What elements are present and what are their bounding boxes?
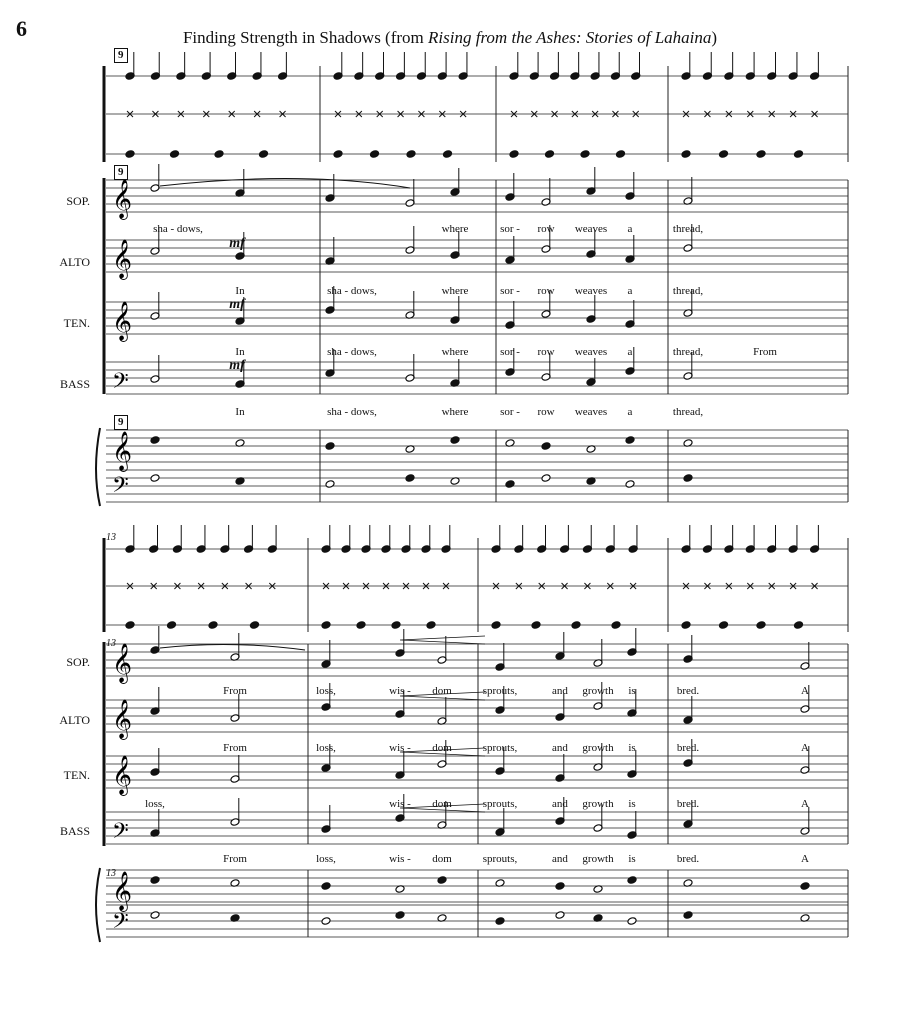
kick-note (719, 150, 729, 159)
kick-note (616, 150, 626, 159)
piano-note (683, 911, 693, 920)
piano-note (321, 917, 331, 926)
clef: 𝄞 (112, 699, 133, 739)
clef: 𝄢 (112, 819, 129, 849)
kick-note (170, 150, 180, 159)
kick-note (125, 150, 135, 159)
kick-note (531, 621, 541, 630)
kick-note (756, 621, 766, 630)
piano-note (150, 474, 160, 483)
kick-note (611, 621, 621, 630)
dynamic-alto: mf (229, 236, 245, 251)
kick-note (681, 621, 691, 630)
label-tenor-2: TEN. (63, 768, 90, 782)
piano-brace (96, 428, 100, 506)
label-soprano: SOP. (66, 194, 90, 208)
kick-note (571, 621, 581, 630)
kick-note (426, 621, 436, 630)
label-bass-2: BASS (59, 824, 90, 838)
measure-number-perc: 13 (106, 532, 116, 543)
kick-note (391, 621, 401, 630)
piano-note (625, 436, 635, 445)
kick-note (580, 150, 590, 159)
dynamic-bass: mf (229, 358, 245, 373)
piano-note (150, 911, 160, 920)
piano-note (555, 911, 565, 920)
piano-note (325, 480, 335, 489)
kick-note (443, 150, 453, 159)
piano-brace (96, 868, 100, 942)
rehearsal-mark-choir: 9 (114, 165, 128, 180)
piano-bass-clef: 𝄢 (112, 909, 129, 939)
kick-note (794, 621, 804, 630)
piano-treble-clef: 𝄞 (112, 871, 133, 911)
piano-note (541, 442, 551, 451)
piano-note (395, 911, 405, 920)
kick-note (491, 621, 501, 630)
page-number: 6 (16, 16, 27, 41)
piano-note (325, 442, 335, 451)
piano-note (683, 474, 693, 483)
piano-note (505, 480, 515, 489)
piano-note (150, 436, 160, 445)
clef: 𝄞 (112, 239, 133, 279)
kick-note (167, 621, 177, 630)
piano-note (541, 474, 551, 483)
measure-number-piano: 13 (106, 868, 116, 879)
kick-note (250, 621, 260, 630)
rehearsal-mark-piano: 9 (114, 415, 128, 430)
label-soprano-2: SOP. (66, 655, 90, 669)
kick-note (333, 150, 343, 159)
kick-note (370, 150, 380, 159)
clef: 𝄢 (112, 369, 129, 399)
piano-note (627, 917, 637, 926)
tie (160, 644, 305, 650)
kick-note (259, 150, 269, 159)
piano-note (800, 882, 810, 891)
score-title: Finding Strength in Shadows (from Rising from the Ashes: Stories of Lahaina) (182, 28, 718, 47)
piano-note (405, 474, 415, 483)
kick-note (756, 150, 766, 159)
piano-note (321, 882, 331, 891)
piano-note (627, 876, 637, 885)
kick-note (719, 621, 729, 630)
label-tenor: TEN. (63, 316, 90, 330)
kick-note (356, 621, 366, 630)
dynamic-tenor: mf (229, 297, 245, 312)
clef: 𝄞 (112, 643, 133, 683)
piano-bass-clef: 𝄢 (112, 473, 129, 503)
kick-note (208, 621, 218, 630)
kick-note (125, 621, 135, 630)
piano-note (437, 876, 447, 885)
crescendo-hairpin (400, 636, 485, 644)
kick-note (321, 621, 331, 630)
piano-note (555, 882, 565, 891)
label-alto-2: ALTO (59, 713, 90, 727)
measure-number-choir: 13 (106, 638, 116, 649)
kick-note (509, 150, 519, 159)
rehearsal-mark-perc: 9 (114, 48, 128, 63)
kick-note (681, 150, 691, 159)
piano-note (150, 876, 160, 885)
label-alto: ALTO (59, 255, 90, 269)
label-bass: BASS (59, 377, 90, 391)
piano-note (495, 917, 505, 926)
piano-treble-clef: 𝄞 (112, 431, 133, 471)
kick-note (214, 150, 224, 159)
kick-note (794, 150, 804, 159)
piano-note (450, 436, 460, 445)
kick-note (406, 150, 416, 159)
clef: 𝄞 (112, 179, 133, 219)
piano-note (625, 480, 635, 489)
kick-note (545, 150, 555, 159)
clef: 𝄞 (112, 755, 133, 795)
clef: 𝄞 (112, 301, 133, 341)
